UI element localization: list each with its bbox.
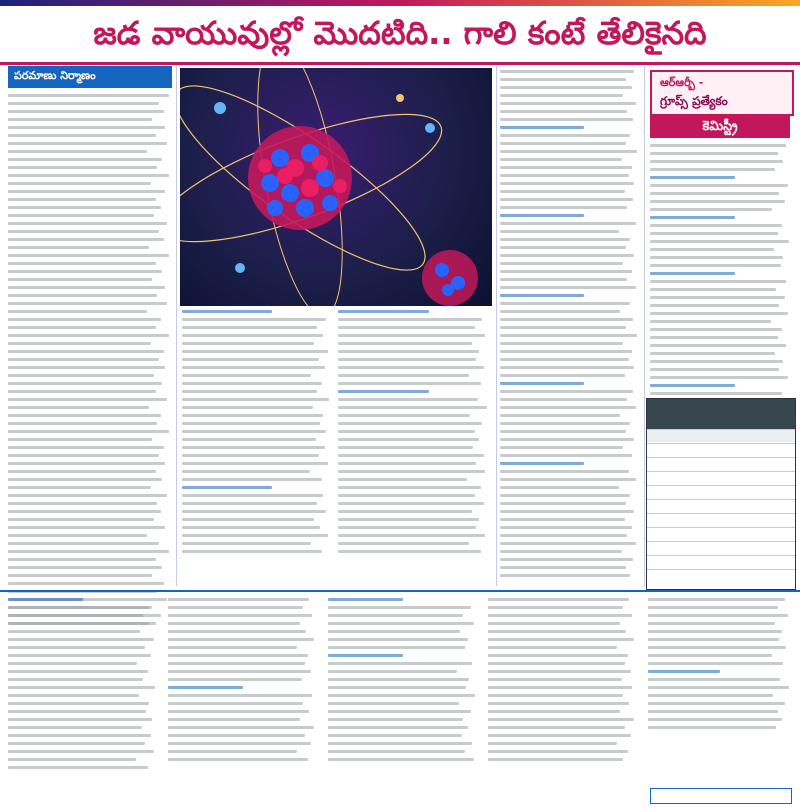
column-divider: [496, 66, 497, 586]
atom-illustration: [180, 68, 492, 306]
bottom-column-2: [168, 598, 318, 766]
banner-accent-stripe: [0, 0, 800, 6]
left-column-text: [8, 94, 172, 625]
table-row: [647, 471, 795, 484]
left-column: [8, 66, 172, 630]
middle-left-column-text: [182, 310, 332, 553]
elements-table: [646, 398, 796, 590]
table-row: [647, 555, 795, 568]
bottom-column-5: [648, 598, 792, 734]
right-column: [650, 144, 792, 432]
column-divider: [644, 66, 645, 586]
table-row: [647, 569, 795, 582]
right-column-text: [650, 144, 792, 427]
series-line-2: గ్రూప్స్ ప్రత్యేకం: [660, 94, 728, 108]
table-row: [647, 513, 795, 526]
bottom-column-1: [8, 598, 158, 774]
bottom-column-4: [488, 598, 638, 766]
right-middle-column-text: [500, 70, 640, 577]
atom-graphic: [180, 68, 492, 306]
table-row: [647, 541, 795, 554]
series-box: [650, 70, 794, 116]
headline: జడ వాయువుల్లో మొదటిది.. గాలి కంటే తేలికైనది: [93, 14, 707, 52]
series-line-1: ఆర్ఆర్బీ -: [660, 76, 704, 89]
table-row: [647, 485, 795, 498]
elements-table-header: [647, 399, 795, 433]
table-row: [647, 457, 795, 470]
table-row: [647, 499, 795, 512]
table-row: [647, 443, 795, 456]
section-title: పరమాణు నిర్మాణం: [8, 66, 172, 88]
table-row: [647, 527, 795, 540]
subject-label: కెమిస్ట్రీ: [650, 116, 790, 138]
right-middle-column: [500, 66, 640, 582]
bottom-column-3: [328, 598, 478, 766]
footer-credit: [650, 788, 792, 804]
column-divider: [176, 66, 177, 586]
headline-banner: [0, 0, 800, 65]
middle-right-column-text: [338, 310, 490, 553]
middle-left-column: [182, 310, 332, 558]
middle-right-column: [338, 310, 490, 558]
elements-table-column-header: [647, 429, 795, 442]
